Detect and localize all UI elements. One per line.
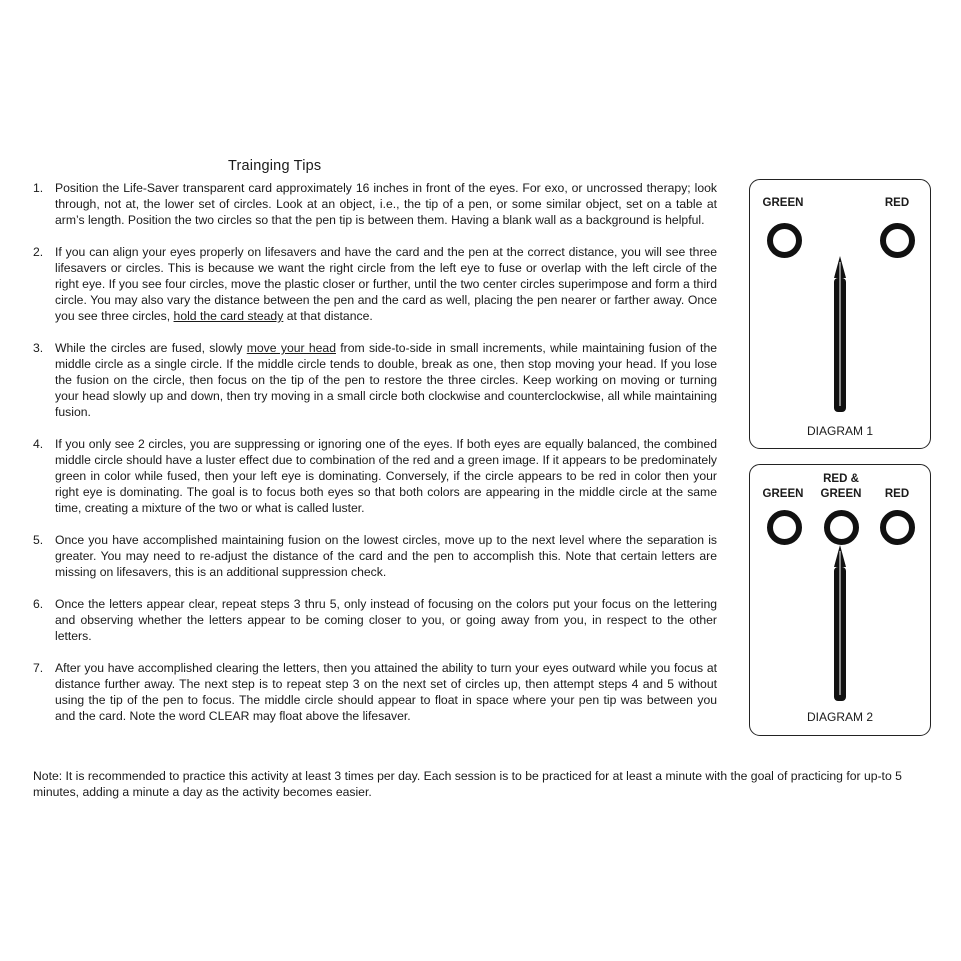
tip-text	[55, 180, 717, 228]
diagram-2-red-green-label-line2: GREEN	[820, 488, 862, 500]
tip-text-segment: If you only see 2 circles, you are suppressing or ignoring one of the eyes. If both eyes are equally balanced, the combined middle circle should have a luster effect due to combination of the red and a green image. If it appears to be predominately green in color while fused, then your left eye is dominating. Conversely, if the circle appears to be red in color then your right eye is dominating. The goal is to focus both eyes so that both colors are appearing in the middle circle at the same time, creating a mixture of the two or what is called luster.	[55, 437, 717, 515]
tip-text-segment: Once the letters appear clear, repeat steps 3 thru 5, only instead of focusing on the colors put your focus on the lettering and observing whether the letters appear to be coming closer to you, or going away from you, in respect to the other letters.	[55, 597, 717, 643]
tip-text	[55, 340, 717, 420]
tip-text	[55, 596, 717, 644]
diagram-1-green-circle	[767, 223, 802, 258]
tip-item	[33, 340, 717, 420]
tip-text-segment: After you have accomplished clearing the letters, then you attained the ability to turn your eyes outward while you focus at distance further away. The next step is to repeat step 3 on the next set of circles up, then attempt steps 4 and 5 without using the tip of the pen to focus. The middle circle should appear to float in space where your pen tip was between you and the card. Note the word CLEAR may float above the lifesaver.	[55, 661, 717, 723]
diagram-2-red-circle	[880, 510, 915, 545]
tip-text-segment: While the circles are fused, slowly	[55, 341, 247, 355]
tip-text-segment: Once you have accomplished maintaining fusion on the lowest circles, move up to the next level where the separation is greater. You may need to re-adjust the distance of the card and the pen to accomplish this. Note that certain letters are missing on lifesavers, this is an additional suppression check.	[55, 533, 717, 579]
tips-list	[33, 180, 717, 740]
tip-number: 4.	[33, 437, 44, 451]
tip-text-segment: Position the Life-Saver transparent card approximately 16 inches in front of the eyes. For exo, or uncrossed therapy; look through, not at, the lower set of circles. Look at an object, i.e., the tip of a pen, or some similar object, set on a table at arm’s length. Position the two circles so that the pen tip is between them. Having a blank wall as a background is helpful.	[55, 181, 717, 227]
diagram-1-green-label: GREEN	[762, 197, 804, 209]
tip-text-segment: If you can align your eyes properly on lifesavers and have the card and the pen at the correct distance, you will see three lifesavers or circles. This is because we want the right circle from the left eye to fuse or overlap with the left circle of the right eye. If you see four circles, move the plastic closer or further, until the two center circles superimpose and form a third circle. You may also vary the distance between the pen and the card as well, placing the pen nearer or farther away. Once you see three circles,	[55, 245, 717, 323]
tip-item	[33, 532, 717, 580]
tip-item	[33, 436, 717, 516]
tip-text-segment: from side-to-side in small increments, while maintaining fusion of the middle circle as a single circle. If the middle circle tends to double, break as one, then stop moving your head. If you lose the fusion on the circle, then focus on the tip of the pen to restore the three circles. Keep working on moving or turning your head slowly up and down, then try moving in a small circle both clockwise and counterclockwise, all while maintaining fusion.	[55, 341, 717, 419]
tip-emphasis: move your head	[246, 341, 336, 355]
tip-item	[33, 244, 717, 324]
diagram-1-caption: DIAGRAM 1	[806, 424, 873, 438]
diagram-1-red-circle	[880, 223, 915, 258]
tip-item	[33, 596, 717, 644]
diagram-2-green-label: GREEN	[762, 488, 804, 500]
tip-number: 5.	[33, 533, 44, 547]
tip-number: 2.	[33, 245, 44, 259]
tip-text-segment: at that distance.	[283, 309, 373, 323]
tip-text	[55, 244, 717, 324]
tip-emphasis: hold the card steady	[173, 309, 284, 323]
tip-number: 3.	[33, 341, 44, 355]
diagram-2	[749, 464, 931, 736]
tip-text	[55, 532, 717, 580]
diagram-1	[749, 179, 931, 449]
diagram-1-pen-icon	[832, 256, 848, 416]
diagram-2-caption: DIAGRAM 2	[806, 710, 873, 724]
tip-item	[33, 660, 717, 724]
tip-number: 1.	[33, 181, 44, 195]
tip-text	[55, 660, 717, 724]
diagram-2-green-circle	[767, 510, 802, 545]
tip-number: 7.	[33, 661, 44, 675]
tip-number: 6.	[33, 597, 44, 611]
diagram-2-red-label: RED	[884, 488, 910, 500]
practice-note: Note: It is recommended to practice this activity at least 3 times per day. Each session is to be practiced for at least a minute with the goal of practicing for up-to 5 minutes, adding a minute a day as the activity becomes easier.	[33, 769, 902, 799]
diagram-1-red-label: RED	[884, 197, 910, 209]
tip-text	[55, 436, 717, 516]
diagram-2-pen-icon	[832, 545, 848, 705]
diagram-2-luster-circle	[824, 510, 859, 545]
page-title: Trainging Tips	[228, 158, 322, 174]
tip-item	[33, 180, 717, 228]
diagram-2-red-green-label-line1: RED &	[823, 473, 859, 485]
